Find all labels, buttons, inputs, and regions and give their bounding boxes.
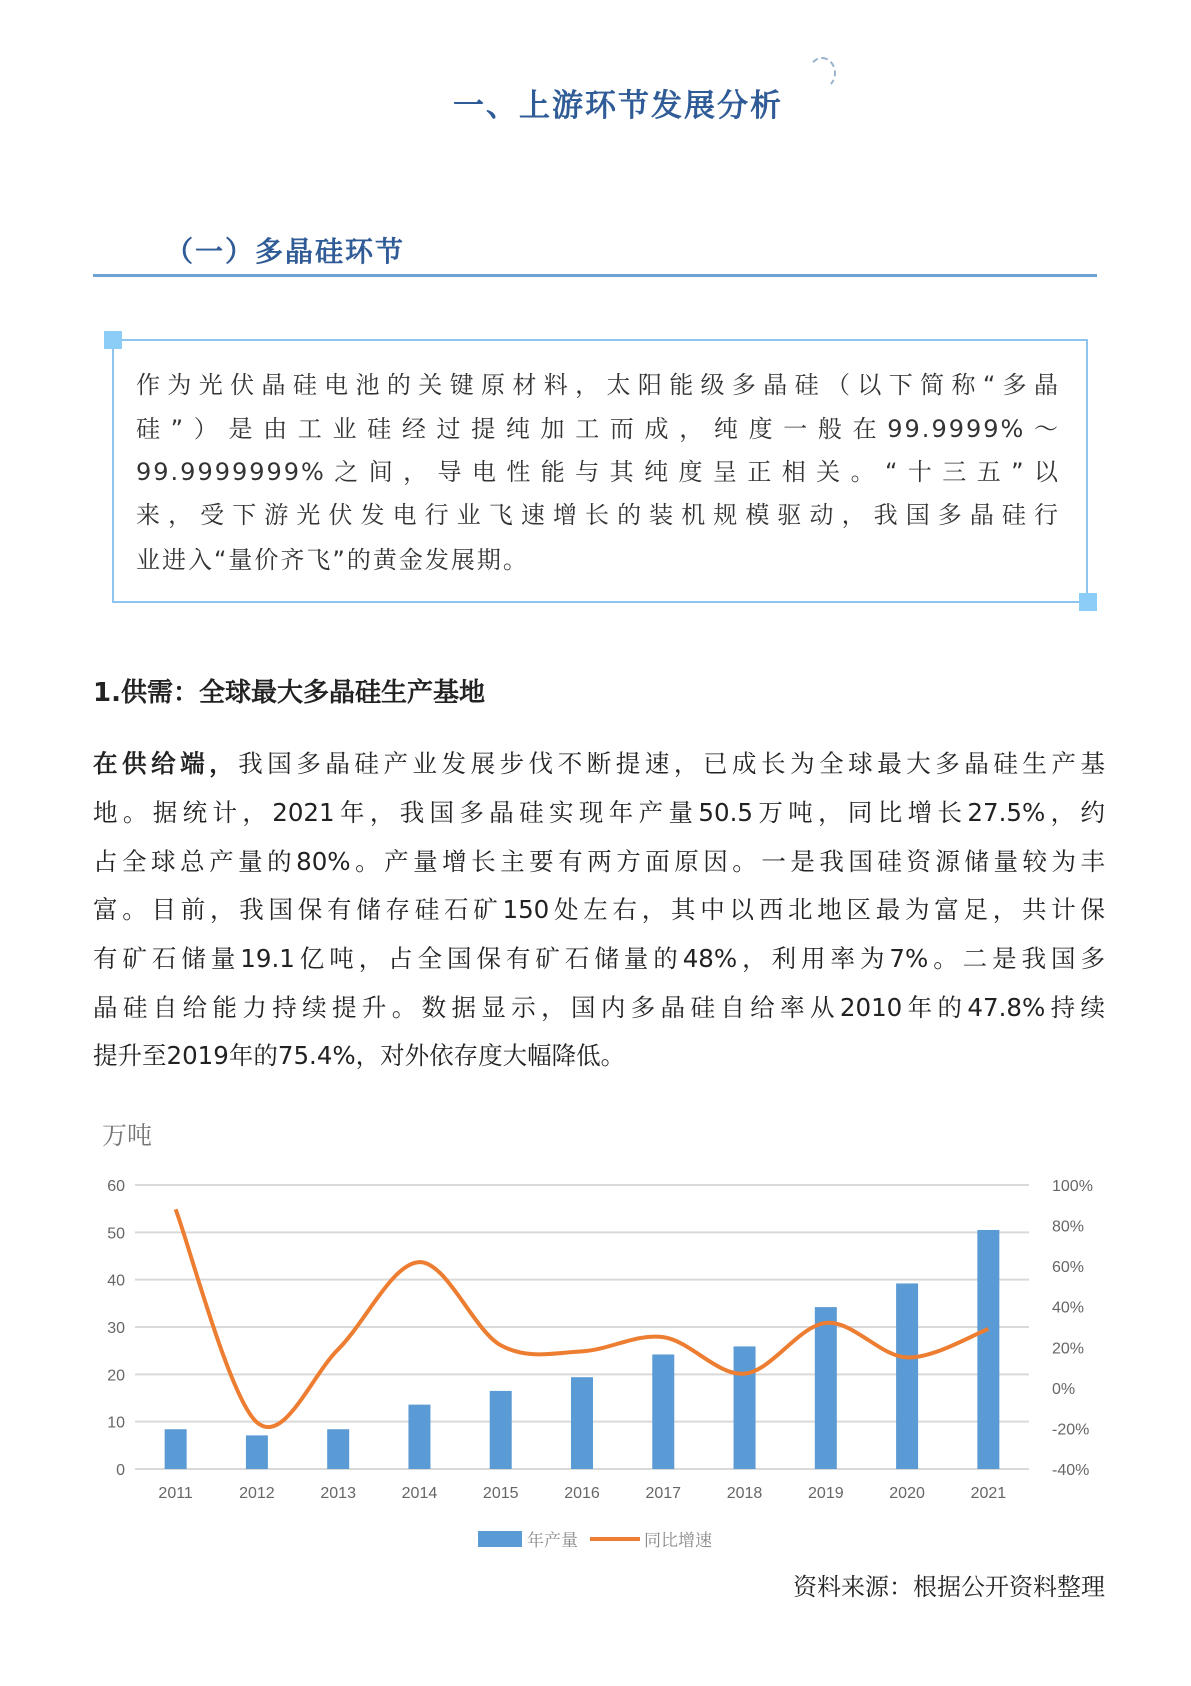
- bar: [571, 1377, 593, 1469]
- y-tick-label: 20: [107, 1367, 125, 1385]
- intro-line: 99.9999999%之间，导电性能与其纯度呈正相关。“十三五”以: [136, 458, 1060, 486]
- x-tick-label: 2018: [726, 1485, 763, 1502]
- bar: [490, 1391, 512, 1469]
- chart-unit-label: 万吨: [102, 1121, 153, 1150]
- paragraph-line: 占全球总产量的80%。产量增长主要有两方面原因。一是我国硅资源储量较为丰: [93, 847, 1105, 876]
- y2-tick-label: 20%: [1052, 1340, 1085, 1358]
- paragraph-line: 富。目前，我国保有储存硅石矿150处左右，其中以西北地区最为富足，共计保: [93, 895, 1105, 924]
- section-title: （一）多晶硅环节: [165, 235, 406, 268]
- bar: [165, 1429, 187, 1469]
- x-tick-label: 2019: [808, 1485, 844, 1502]
- x-tick-label: 2020: [889, 1485, 925, 1502]
- y-tick-label: 40: [107, 1272, 125, 1290]
- legend-bar-swatch: [478, 1531, 522, 1547]
- legend-label: 同比增速: [644, 1531, 712, 1551]
- intro-line: 作为光伏晶硅电池的关键原材料，太阳能级多晶硅（以下简称“多晶: [136, 371, 1060, 399]
- bar: [977, 1230, 999, 1469]
- y-tick-label: 0: [116, 1462, 125, 1479]
- x-tick-label: 2011: [158, 1485, 193, 1502]
- paragraph-text: 我国多晶硅产业发展步伐不断提速，已成长为全球最大多晶硅生产基: [238, 749, 1106, 778]
- intro-line: 业进入“量价齐飞”的黄金发展期。: [136, 546, 529, 574]
- y2-tick-label: 0%: [1052, 1380, 1076, 1398]
- x-tick-label: 2012: [239, 1485, 275, 1502]
- y2-tick-label: -40%: [1052, 1462, 1090, 1479]
- bar: [734, 1346, 756, 1469]
- bar: [896, 1283, 918, 1469]
- x-tick-label: 2014: [401, 1485, 438, 1502]
- paragraph-line: 有矿石储量19.1亿吨，占全国保有矿石储量的48%，利用率为7%。二是我国多: [93, 944, 1105, 973]
- y2-tick-label: 40%: [1052, 1299, 1085, 1317]
- y2-tick-label: 80%: [1052, 1218, 1085, 1236]
- x-tick-label: 2021: [970, 1485, 1007, 1502]
- bar: [815, 1307, 837, 1469]
- paragraph-line: 提升至2019年的75.4%，对外依存度大幅降低。: [93, 1041, 626, 1070]
- intro-line: 硅”）是由工业硅经过提纯加工而成，纯度一般在99.9999%～: [136, 415, 1060, 443]
- paragraph-line: 晶硅自给能力持续提升。数据显示，国内多晶硅自给率从2010年的47.8%持续: [93, 993, 1105, 1022]
- x-tick-label: 2015: [482, 1485, 519, 1502]
- y2-tick-label: -20%: [1052, 1421, 1090, 1439]
- bar: [652, 1354, 674, 1469]
- bar: [408, 1405, 430, 1469]
- y-tick-label: 30: [107, 1320, 125, 1337]
- paragraph-lead: 在供给端，: [93, 749, 239, 778]
- x-tick-label: 2016: [564, 1485, 600, 1502]
- y-tick-label: 50: [107, 1225, 125, 1243]
- page-title: 一、上游环节发展分析: [453, 88, 783, 124]
- legend-label: 年产量: [527, 1531, 578, 1551]
- source-note: 资料来源：根据公开资料整理: [793, 1573, 1105, 1601]
- x-tick-label: 2013: [320, 1485, 356, 1502]
- bar: [246, 1435, 268, 1469]
- bar: [327, 1429, 349, 1469]
- y2-tick-label: 100%: [1052, 1178, 1093, 1195]
- y-tick-label: 10: [107, 1414, 125, 1432]
- paragraph-line: 地。据统计，2021年，我国多晶硅实现年产量50.5万吨，同比增长27.5%，约: [93, 798, 1105, 827]
- y2-tick-label: 60%: [1052, 1259, 1085, 1277]
- intro-line: 来，受下游光伏发电行业飞速增长的装机规模驱动，我国多晶硅行: [136, 501, 1060, 529]
- subheading: 1.供需：全球最大多晶硅生产基地: [93, 678, 485, 708]
- y-tick-label: 60: [107, 1178, 125, 1195]
- x-tick-label: 2017: [645, 1485, 682, 1502]
